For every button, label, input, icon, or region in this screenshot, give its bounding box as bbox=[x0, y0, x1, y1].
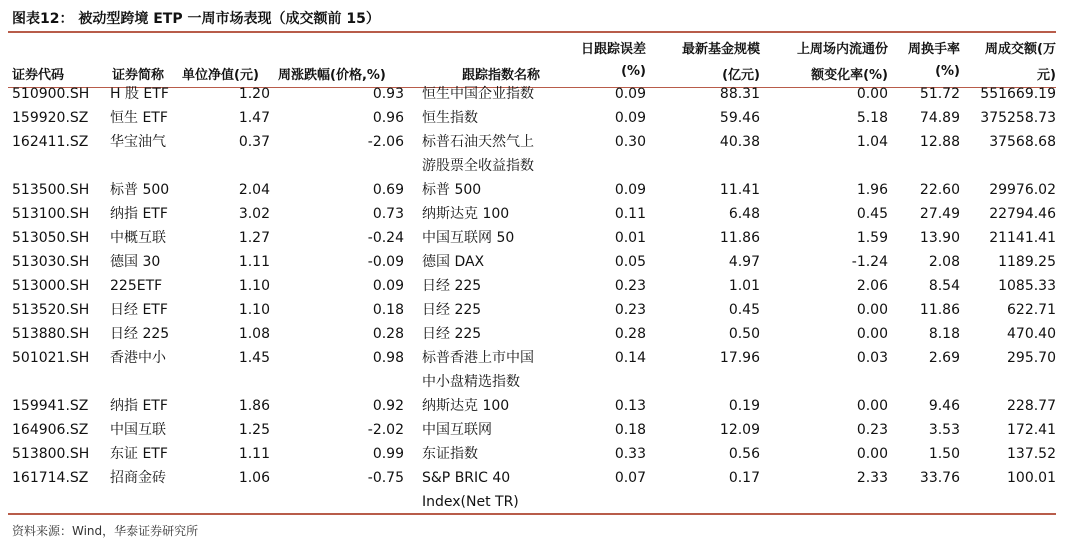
turn-cell: 8.18 bbox=[928, 326, 960, 342]
nav-cell: 1.06 bbox=[238, 470, 270, 486]
size-cell: 4.97 bbox=[728, 254, 760, 270]
chg-cell: 0.73 bbox=[372, 206, 404, 222]
code-cell: 501021.SH bbox=[12, 350, 90, 366]
index-cell-line2: 中小盘精选指数 bbox=[422, 374, 520, 390]
header-te-2: (%) bbox=[621, 64, 646, 79]
te-cell: 0.23 bbox=[614, 302, 646, 318]
vol-cell: 228.77 bbox=[1007, 398, 1056, 414]
te-cell: 0.09 bbox=[614, 86, 646, 102]
size-cell: 0.17 bbox=[728, 470, 760, 486]
nav-cell: 1.45 bbox=[238, 350, 270, 366]
header-size-2: (亿元) bbox=[722, 68, 760, 83]
vol-cell: 21141.41 bbox=[989, 230, 1056, 246]
index-cell: 标普 500 bbox=[422, 182, 482, 198]
table-title: 图表12： 被动型跨境 ETP 一周市场表现（成交额前 15） bbox=[12, 11, 380, 27]
index-cell: 日经 225 bbox=[422, 302, 482, 318]
chg-cell: -2.06 bbox=[367, 134, 404, 150]
float-cell: 0.03 bbox=[856, 350, 888, 366]
header-chg: 周涨跌幅(价格,%) bbox=[278, 68, 386, 83]
te-cell: 0.23 bbox=[614, 278, 646, 294]
name-cell: H 股 ETF bbox=[110, 86, 169, 102]
turn-cell: 13.90 bbox=[919, 230, 960, 246]
float-cell: 0.00 bbox=[856, 302, 888, 318]
code-cell: 161714.SZ bbox=[12, 470, 89, 486]
te-cell: 0.09 bbox=[614, 110, 646, 126]
float-cell: 0.00 bbox=[856, 398, 888, 414]
index-cell: 标普石油天然气上 bbox=[422, 134, 534, 150]
chg-cell: 0.09 bbox=[372, 278, 404, 294]
turn-cell: 33.76 bbox=[919, 470, 960, 486]
turn-cell: 22.60 bbox=[919, 182, 960, 198]
vol-cell: 37568.68 bbox=[989, 134, 1056, 150]
chg-cell: -0.09 bbox=[367, 254, 404, 270]
nav-cell: 2.04 bbox=[238, 182, 270, 198]
float-cell: 0.00 bbox=[856, 326, 888, 342]
size-cell: 12.09 bbox=[719, 422, 760, 438]
name-cell: 225ETF bbox=[110, 278, 163, 294]
nav-cell: 3.02 bbox=[238, 206, 270, 222]
te-cell: 0.33 bbox=[614, 446, 646, 462]
top-rule bbox=[8, 31, 1056, 33]
header-size-1: 最新基金规模 bbox=[681, 42, 760, 57]
turn-cell: 74.89 bbox=[919, 110, 960, 126]
float-cell: 0.00 bbox=[856, 446, 888, 462]
chg-cell: 0.18 bbox=[372, 302, 404, 318]
chg-cell: 0.99 bbox=[372, 446, 404, 462]
header-vol-2: 元) bbox=[1037, 68, 1056, 83]
header-turn-2: (%) bbox=[935, 64, 960, 79]
name-cell: 标普 500 bbox=[110, 182, 170, 198]
float-cell: 2.06 bbox=[856, 278, 888, 294]
te-cell: 0.30 bbox=[614, 134, 646, 150]
name-cell: 日经 225 bbox=[110, 326, 170, 342]
te-cell: 0.07 bbox=[614, 470, 646, 486]
nav-cell: 1.25 bbox=[238, 422, 270, 438]
chg-cell: 0.92 bbox=[372, 398, 404, 414]
index-cell: 恒生指数 bbox=[422, 110, 478, 126]
vol-cell: 100.01 bbox=[1007, 470, 1056, 486]
code-cell: 162411.SZ bbox=[12, 134, 89, 150]
vol-cell: 29976.02 bbox=[989, 182, 1056, 198]
nav-cell: 1.11 bbox=[238, 446, 270, 462]
code-cell: 513500.SH bbox=[12, 182, 90, 198]
size-cell: 11.41 bbox=[719, 182, 760, 198]
source-note: 资料来源：Wind，华泰证券研究所 bbox=[12, 524, 199, 538]
chg-cell: 0.28 bbox=[372, 326, 404, 342]
vol-cell: 375258.73 bbox=[980, 110, 1056, 126]
index-cell-line2: 游股票全收益指数 bbox=[422, 158, 534, 174]
size-cell: 1.01 bbox=[728, 278, 760, 294]
nav-cell: 1.11 bbox=[238, 254, 270, 270]
index-cell: 德国 DAX bbox=[422, 254, 485, 270]
turn-cell: 8.54 bbox=[928, 278, 960, 294]
turn-cell: 2.69 bbox=[928, 350, 960, 366]
te-cell: 0.28 bbox=[614, 326, 646, 342]
te-cell: 0.13 bbox=[614, 398, 646, 414]
name-cell: 中国互联 bbox=[110, 422, 166, 438]
code-cell: 513050.SH bbox=[12, 230, 90, 246]
vol-cell: 470.40 bbox=[1007, 326, 1056, 342]
header-nav: 单位净值(元) bbox=[182, 68, 259, 83]
te-cell: 0.14 bbox=[614, 350, 646, 366]
size-cell: 6.48 bbox=[728, 206, 760, 222]
nav-cell: 0.37 bbox=[238, 134, 270, 150]
header-float-2: 额变化率(%) bbox=[811, 68, 888, 83]
vol-cell: 1189.25 bbox=[998, 254, 1056, 270]
size-cell: 0.19 bbox=[728, 398, 760, 414]
name-cell: 纳指 ETF bbox=[110, 206, 168, 222]
header-float-1: 上周场内流通份 bbox=[796, 42, 888, 57]
bottom-rule bbox=[8, 513, 1056, 515]
size-cell: 17.96 bbox=[719, 350, 760, 366]
size-cell: 0.45 bbox=[728, 302, 760, 318]
turn-cell: 2.08 bbox=[928, 254, 960, 270]
header-name: 证券简称 bbox=[112, 68, 165, 83]
index-cell: 恒生中国企业指数 bbox=[422, 86, 534, 102]
turn-cell: 12.88 bbox=[919, 134, 960, 150]
chg-cell: -0.24 bbox=[367, 230, 404, 246]
name-cell: 恒生 ETF bbox=[110, 110, 168, 126]
header-code: 证券代码 bbox=[12, 68, 65, 83]
code-cell: 513520.SH bbox=[12, 302, 90, 318]
chg-cell: 0.96 bbox=[372, 110, 404, 126]
nav-cell: 1.10 bbox=[238, 278, 270, 294]
size-cell: 40.38 bbox=[719, 134, 760, 150]
vol-cell: 137.52 bbox=[1007, 446, 1056, 462]
name-cell: 招商金砖 bbox=[110, 470, 166, 486]
float-cell: -1.24 bbox=[851, 254, 888, 270]
index-cell: 中国互联网 50 bbox=[422, 230, 515, 246]
code-cell: 513800.SH bbox=[12, 446, 90, 462]
vol-cell: 622.71 bbox=[1007, 302, 1056, 318]
code-cell: 513000.SH bbox=[12, 278, 90, 294]
chg-cell: 0.98 bbox=[372, 350, 404, 366]
code-cell: 513880.SH bbox=[12, 326, 90, 342]
turn-cell: 3.53 bbox=[928, 422, 960, 438]
index-cell: 中国互联网 bbox=[422, 422, 492, 438]
vol-cell: 22794.46 bbox=[989, 206, 1056, 222]
size-cell: 0.56 bbox=[728, 446, 760, 462]
code-cell: 159941.SZ bbox=[12, 398, 89, 414]
nav-cell: 1.10 bbox=[238, 302, 270, 318]
turn-cell: 27.49 bbox=[919, 206, 960, 222]
vol-cell: 1085.33 bbox=[998, 278, 1056, 294]
code-cell: 513100.SH bbox=[12, 206, 90, 222]
turn-cell: 11.86 bbox=[919, 302, 960, 318]
index-cell-line2: Index(Net TR) bbox=[422, 494, 519, 510]
vol-cell: 295.70 bbox=[1007, 350, 1056, 366]
header-turn-1: 周换手率 bbox=[907, 42, 960, 57]
size-cell: 11.86 bbox=[719, 230, 760, 246]
turn-cell: 1.50 bbox=[928, 446, 960, 462]
name-cell: 华宝油气 bbox=[110, 134, 166, 150]
index-cell: 日经 225 bbox=[422, 278, 482, 294]
float-cell: 2.33 bbox=[856, 470, 888, 486]
name-cell: 东证 ETF bbox=[110, 446, 168, 462]
vol-cell: 551669.19 bbox=[980, 86, 1056, 102]
float-cell: 0.45 bbox=[856, 206, 888, 222]
turn-cell: 51.72 bbox=[919, 86, 960, 102]
size-cell: 0.50 bbox=[728, 326, 760, 342]
chg-cell: -2.02 bbox=[367, 422, 404, 438]
code-cell: 159920.SZ bbox=[12, 110, 89, 126]
header-te-1: 日跟踪误差 bbox=[580, 42, 646, 57]
code-cell: 164906.SZ bbox=[12, 422, 89, 438]
index-cell: 标普香港上市中国 bbox=[422, 350, 534, 366]
float-cell: 0.00 bbox=[856, 86, 888, 102]
float-cell: 1.96 bbox=[856, 182, 888, 198]
name-cell: 中概互联 bbox=[110, 230, 166, 246]
nav-cell: 1.27 bbox=[238, 230, 270, 246]
turn-cell: 9.46 bbox=[928, 398, 960, 414]
float-cell: 1.04 bbox=[856, 134, 888, 150]
index-cell: 日经 225 bbox=[422, 326, 482, 342]
index-cell: 东证指数 bbox=[422, 446, 478, 462]
header-index: 跟踪指数名称 bbox=[462, 68, 541, 83]
chg-cell: 0.69 bbox=[372, 182, 404, 198]
nav-cell: 1.20 bbox=[238, 86, 270, 102]
size-cell: 59.46 bbox=[719, 110, 760, 126]
chg-cell: 0.93 bbox=[372, 86, 404, 102]
te-cell: 0.05 bbox=[614, 254, 646, 270]
nav-cell: 1.47 bbox=[238, 110, 270, 126]
te-cell: 0.09 bbox=[614, 182, 646, 198]
float-cell: 0.23 bbox=[856, 422, 888, 438]
nav-cell: 1.08 bbox=[238, 326, 270, 342]
index-cell: S&P BRIC 40 bbox=[422, 470, 511, 486]
te-cell: 0.11 bbox=[614, 206, 646, 222]
code-cell: 510900.SH bbox=[12, 86, 90, 102]
name-cell: 日经 ETF bbox=[110, 302, 168, 318]
header-vol-1: 周成交额(万 bbox=[985, 42, 1056, 57]
float-cell: 5.18 bbox=[856, 110, 888, 126]
index-cell: 纳斯达克 100 bbox=[422, 206, 510, 222]
index-cell: 纳斯达克 100 bbox=[422, 398, 510, 414]
size-cell: 88.31 bbox=[719, 86, 760, 102]
nav-cell: 1.86 bbox=[238, 398, 270, 414]
name-cell: 德国 30 bbox=[110, 254, 161, 270]
te-cell: 0.01 bbox=[614, 230, 646, 246]
vol-cell: 172.41 bbox=[1007, 422, 1056, 438]
name-cell: 纳指 ETF bbox=[110, 398, 168, 414]
te-cell: 0.18 bbox=[614, 422, 646, 438]
name-cell: 香港中小 bbox=[110, 350, 166, 366]
chg-cell: -0.75 bbox=[367, 470, 404, 486]
code-cell: 513030.SH bbox=[12, 254, 90, 270]
float-cell: 1.59 bbox=[856, 230, 888, 246]
